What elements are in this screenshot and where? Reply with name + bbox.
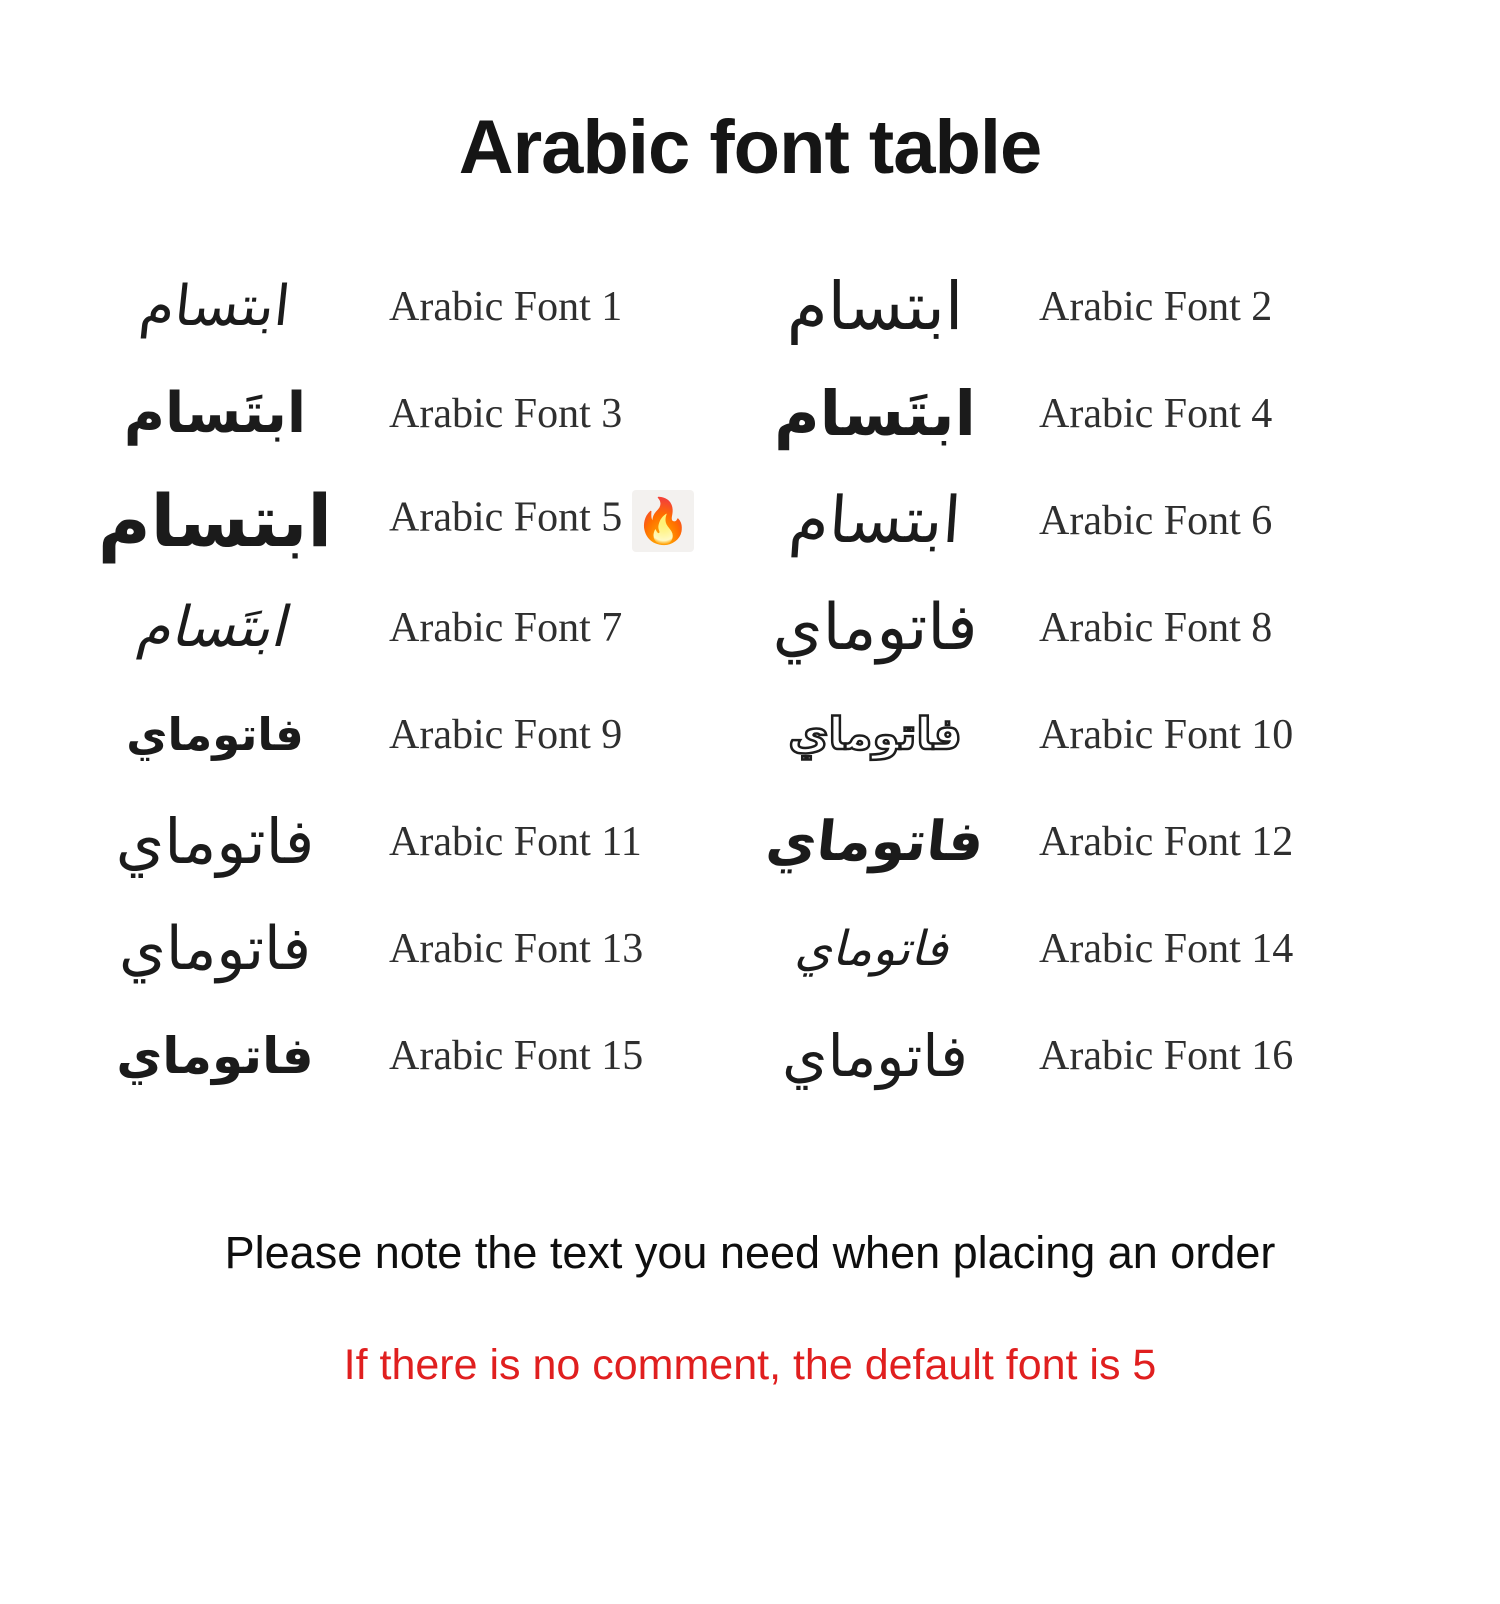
arabic-sample-4: ابتَسام (774, 376, 976, 450)
fire-emoji: 🔥 (635, 495, 691, 547)
font-label-11: Arabic Font 11 (389, 818, 642, 865)
font-label-6: Arabic Font 6 (1039, 497, 1273, 544)
font-label-16: Arabic Font 16 (1039, 1032, 1294, 1079)
font-label-1: Arabic Font 1 (389, 283, 623, 330)
arabic-sample-12: فاتوماي (763, 809, 987, 873)
order-note: Please note the text you need when placing an order (224, 1227, 1276, 1278)
arabic-sample-15: فاتوماي (116, 1026, 314, 1085)
default-font-note: If there is no comment, the default font is 5 (343, 1341, 1157, 1389)
arabic-sample-5: ابتسام (97, 478, 333, 563)
font-label-2: Arabic Font 2 (1039, 283, 1273, 330)
font-label-5 (375, 490, 725, 552)
arabic-sample-6: ابتسام (786, 483, 964, 558)
font-label-13: Arabic Font 13 (389, 925, 644, 972)
arabic-sample-2: ابتسام (786, 267, 964, 345)
font-label-14: Arabic Font 14 (1039, 925, 1294, 972)
arabic-sample-16: فاتوماي (782, 1021, 968, 1090)
arabic-sample-10: فاتوماي (788, 708, 962, 760)
arabic-sample-7: ابتَسام (132, 594, 299, 660)
arabic-sample-3: ابتَسام (123, 380, 307, 446)
arabic-sample-14: فاتوماي (791, 920, 959, 977)
font-label-7: Arabic Font 7 (389, 604, 623, 651)
fire-icon (632, 490, 694, 552)
font-label-8: Arabic Font 8 (1039, 604, 1273, 651)
arabic-sample-8: فاتوماي (772, 590, 978, 665)
font-table (55, 253, 1445, 1109)
font-label-15: Arabic Font 15 (389, 1032, 644, 1079)
page-title: Arabic font table (458, 105, 1042, 190)
arabic-sample-13: فاتوماي (118, 913, 312, 984)
arabic-sample-11: فاتوماي (115, 804, 315, 878)
font-label-3: Arabic Font 3 (389, 390, 623, 437)
font-label-5-text: Arabic Font 5 (389, 494, 623, 541)
font-label-10: Arabic Font 10 (1039, 711, 1294, 758)
font-label-12: Arabic Font 12 (1039, 818, 1294, 865)
font-label-4: Arabic Font 4 (1039, 390, 1273, 437)
arabic-sample-1: ابتسام (136, 273, 294, 339)
arabic-sample-9: فاتوماي (126, 708, 304, 761)
font-label-9: Arabic Font 9 (389, 711, 623, 758)
